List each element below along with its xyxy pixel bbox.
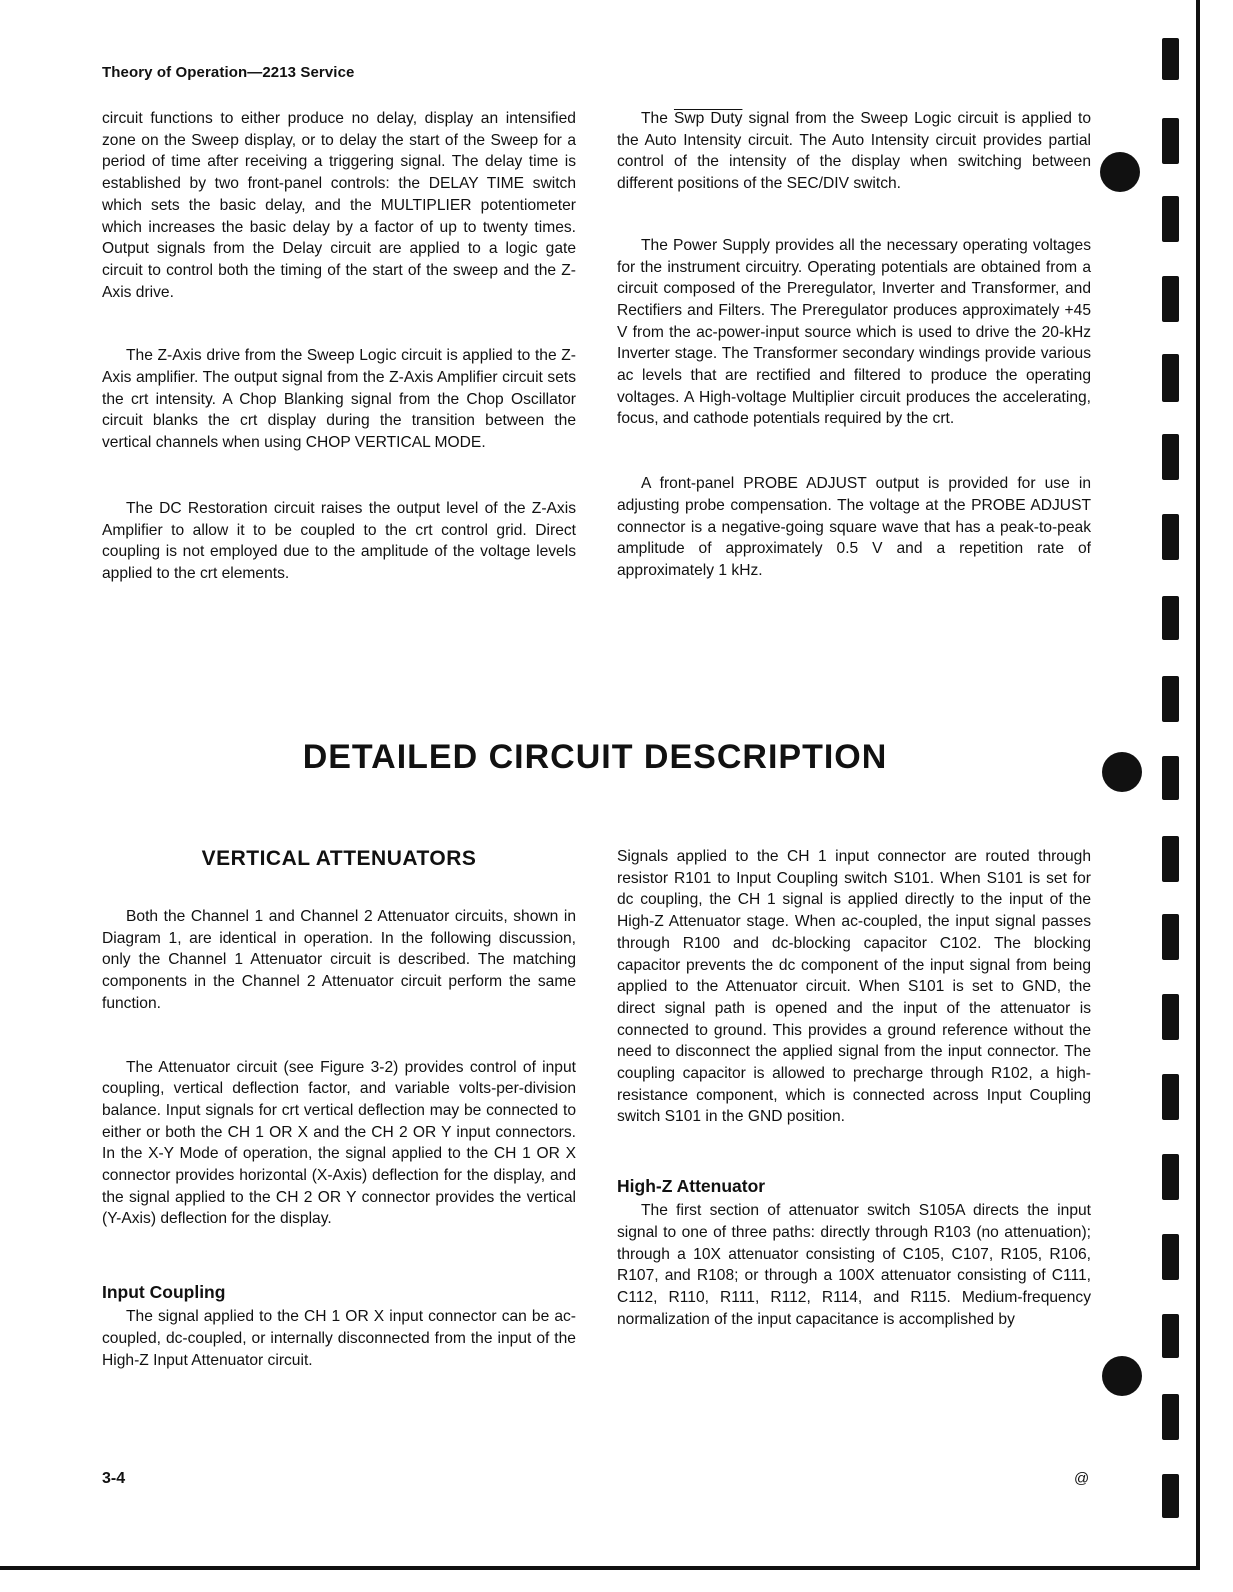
binding-tab-mark	[1162, 276, 1179, 322]
page-header: Theory of Operation—2213 Service	[102, 64, 355, 81]
binding-tab-mark	[1162, 196, 1179, 242]
left-column-bottom	[102, 846, 576, 1371]
right-column-top	[617, 108, 1091, 582]
paragraph-dc-restoration: The DC Restoration circuit raises the output level of the Z-Axis Amplifier to allow it to be coupled to the crt control grid. Direct coupling is not employed due to the amplitude of the voltage levels applied to the crt elements.	[102, 499, 576, 582]
paragraph-ch1-signal-routing: Signals applied to the CH 1 input connector are routed through resistor R101 to Input Coupling switch S101. When S101 is set for dc coupling, the CH 1 signal is applied directly to the input of the High-Z Attenuator stage. When ac-coupled, the input signal passes through R100 and dc-blocking capacitor C102. The blocking capacitor prevents the dc component of the input signal from being applied to the Attenuator circuit. When S101 is set to GND, the direct signal path is opened and the input of the attenuator is connected to ground. This provides a ground reference without the need to disconnect the applied signal from the input connector. The coupling capacitor is allowed to precharge through R102, a high-resistance component, which is connected across Input Coupling switch S101 in the GND position.	[617, 848, 1091, 1126]
footer-mark: @	[1074, 1470, 1090, 1487]
paragraph-high-z-attenuator: The first section of attenuator switch S105A directs the input signal to one of three paths: directly through R103 (no attenuation); through a 10X attenuator consisting of C105, C107, R105, R106, R107, and R108; or through a 100X attenuator consisting of C111, C112, R110, R111, R112, R114, and R115. Medium-frequency normalization of the input capacitance is accomplished by	[617, 1202, 1091, 1328]
binding-tab-mark	[1162, 1074, 1179, 1120]
paragraph-swp-duty-pre: The	[641, 110, 674, 127]
swp-duty-signal-name: Swp Duty	[673, 110, 743, 127]
binding-tab-mark	[1162, 1394, 1179, 1440]
binding-tab-mark	[1162, 434, 1179, 480]
page-edge-line	[1196, 0, 1200, 1568]
paragraph-attenuator-channels: Both the Channel 1 and Channel 2 Attenuator circuits, shown in Diagram 1, are identical in operation. In the following discussion, only the Channel 1 Attenuator circuit is described. The matching components in the Channel 2 Attenuator circuit perform the same function.	[102, 908, 576, 1012]
binding-tab-mark	[1162, 836, 1179, 882]
paragraph-z-axis-drive: The Z-Axis drive from the Sweep Logic circuit is applied to the Z-Axis amplifier. The output signal from the Z-Axis Amplifier circuit sets the crt intensity. A Chop Blanking signal from the Chop Oscillator circuit blanks the crt display during the transition between the vertical channels when using CHOP VERTICAL MODE.	[102, 347, 576, 452]
binding-tab-mark	[1162, 1314, 1179, 1358]
paragraph-delay-circuit: circuit functions to either produce no delay, display an intensified zone on the Sweep display, or to delay the start of the Sweep for a period of time after receiving a triggering signal. The delay time is established by two front-panel controls: the DELAY TIME switch which sets the basic delay, and the MULTIPLIER potentiometer which increases the basic delay by a factor of up to twenty times. Output signals from the Delay circuit are applied to a logic gate circuit to control both the timing of the start of the sweep and the Z-Axis drive.	[102, 110, 576, 301]
paragraph-swp-duty-post: signal from the Sweep Logic circuit is applied to the Auto Intensity circuit. The Auto Intensity circuit provides partial control of the intensity of the display when switching between different positions of the SEC/DIV switch.	[617, 110, 1091, 193]
punch-hole-dot	[1102, 1356, 1142, 1396]
punch-hole-dot	[1100, 152, 1140, 192]
paragraph-attenuator-control: The Attenuator circuit (see Figure 3-2) provides control of input coupling, vertical deflection factor, and variable volts-per-division balance. Input signals for crt vertical deflection may be connected to either or both the CH 1 OR X and the CH 2 OR Y input connectors. In the X-Y Mode of operation, the signal applied to the CH 1 OR X connector provides horizontal (X-Axis) deflection for the display, and the signal applied to the CH 2 OR Y connector provides the vertical (Y-Axis) deflection for the display.	[102, 1058, 576, 1228]
paragraph-probe-adjust: A front-panel PROBE ADJUST output is provided for use in adjusting probe compensation. The voltage at the PROBE ADJUST connector is a negative-going square wave that has a peak-to-peak amplitude of approximately 0.5 V and a repetition rate of approximately 1 kHz.	[617, 475, 1091, 579]
input-coupling-heading: Input Coupling	[102, 1282, 226, 1303]
binding-tab-mark	[1162, 514, 1179, 560]
binding-tab-mark	[1162, 676, 1179, 722]
binding-tab-mark	[1162, 118, 1179, 164]
high-z-attenuator-heading: High-Z Attenuator	[617, 1176, 766, 1197]
punch-hole-dot	[1102, 752, 1142, 792]
binding-tab-mark	[1162, 38, 1179, 80]
binding-tab-mark	[1162, 354, 1179, 402]
binding-tab-mark	[1162, 1154, 1179, 1200]
page-number: 3-4	[102, 1470, 126, 1487]
binding-tab-mark	[1162, 1234, 1179, 1280]
right-column-bottom	[617, 846, 1091, 1330]
paragraph-swp-duty	[617, 108, 1091, 195]
binding-tab-mark	[1162, 596, 1179, 640]
paragraph-power-supply: The Power Supply provides all the necessary operating voltages for the instrument circuitry. Operating potentials are obtained from a circuit composed of the Preregulator, Inverter and Transformer, and Rectifiers and Filters. The Preregulator produces approximately +45 V from the ac-power-input source which is used to drive the 20-kHz Inverter stage. The Transformer secondary windings provide various ac levels that are rectified and filtered to produce the operating voltages. A High-voltage Multiplier circuit produces the accelerating, focus, and cathode potentials required by the crt.	[617, 236, 1091, 428]
binding-tab-mark	[1162, 756, 1179, 800]
binding-tab-mark	[1162, 914, 1179, 960]
binding-tab-mark	[1162, 1474, 1179, 1518]
detailed-circuit-description-heading: DETAILED CIRCUIT DESCRIPTION	[302, 738, 888, 776]
left-column-top	[102, 108, 576, 585]
paragraph-input-coupling: The signal applied to the CH 1 OR X input connector can be ac-coupled, dc-coupled, or internally disconnected from the input of the High-Z Input Attenuator circuit.	[102, 1308, 576, 1369]
binding-tab-mark	[1162, 994, 1179, 1040]
page-bottom-line	[0, 1566, 1200, 1570]
vertical-attenuators-heading: VERTICAL ATTENUATORS	[201, 847, 477, 870]
